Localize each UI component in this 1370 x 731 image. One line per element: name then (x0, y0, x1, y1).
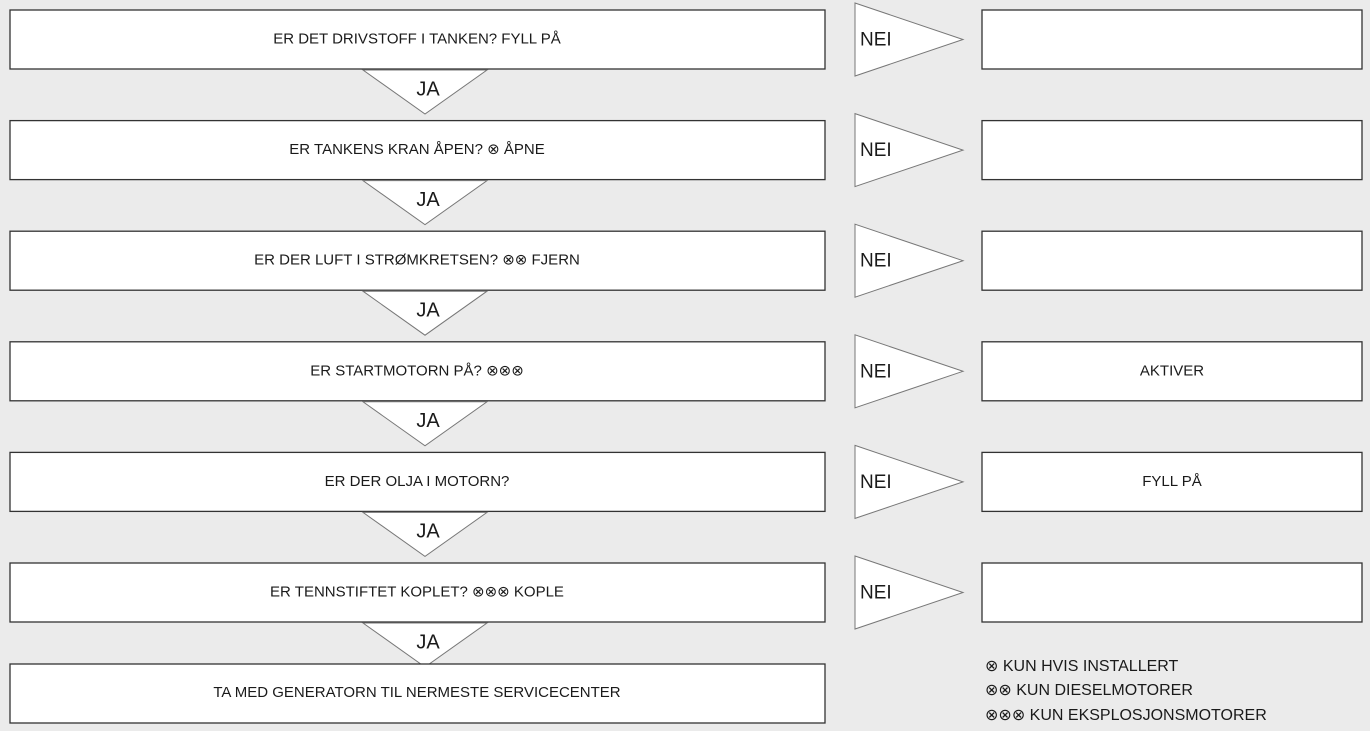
flow-step (10, 3, 1362, 114)
flow-step (10, 556, 1362, 667)
action-label: AKTIVER (1139, 362, 1205, 380)
action-box (982, 563, 1362, 622)
yes-label: JA (416, 631, 440, 654)
footnotes (985, 658, 1267, 724)
footnote-2: ⊗⊗ KUN DIESELMOTORER (985, 682, 1193, 699)
flow-step (10, 445, 1362, 556)
flow-step (10, 114, 1362, 225)
no-label: NEI (860, 29, 892, 51)
question-label: ER STARTMOTORN PÅ? ⊗⊗⊗ (310, 362, 524, 380)
action-label: FYLL PÅ (1142, 472, 1202, 490)
final-step-label: TA MED GENERATORN TIL NERMESTE SERVICECENTER (213, 683, 621, 701)
question-label: ER TANKENS KRAN ÅPEN? ⊗ ÅPNE (289, 141, 545, 159)
question-label: ER DER OLJA I MOTORN? (324, 472, 510, 490)
yes-label: JA (416, 410, 440, 433)
yes-label: JA (416, 299, 440, 322)
yes-label: JA (416, 520, 440, 543)
question-label: ER TENNSTIFTET KOPLET? ⊗⊗⊗ KOPLE (270, 583, 564, 601)
yes-label: JA (416, 188, 440, 211)
no-label: NEI (860, 250, 892, 272)
no-label: NEI (860, 582, 892, 604)
footnote-1: ⊗ KUN HVIS INSTALLERT (985, 658, 1179, 675)
action-box (982, 231, 1362, 290)
flow-step (10, 224, 1362, 335)
action-box (982, 10, 1362, 69)
no-label: NEI (860, 471, 892, 493)
question-label: ER DER LUFT I STRØMKRETSEN? ⊗⊗ FJERN (254, 251, 580, 269)
final-step (10, 664, 825, 723)
action-box (982, 121, 1362, 180)
question-label: ER DET DRIVSTOFF I TANKEN? FYLL PÅ (273, 30, 561, 48)
flow-step (10, 335, 1362, 446)
yes-label: JA (416, 78, 440, 101)
no-label: NEI (860, 140, 892, 162)
footnote-3: ⊗⊗⊗ KUN EKSPLOSJONSMOTORER (985, 707, 1267, 724)
no-label: NEI (860, 361, 892, 383)
flowchart-steps (10, 3, 1362, 667)
